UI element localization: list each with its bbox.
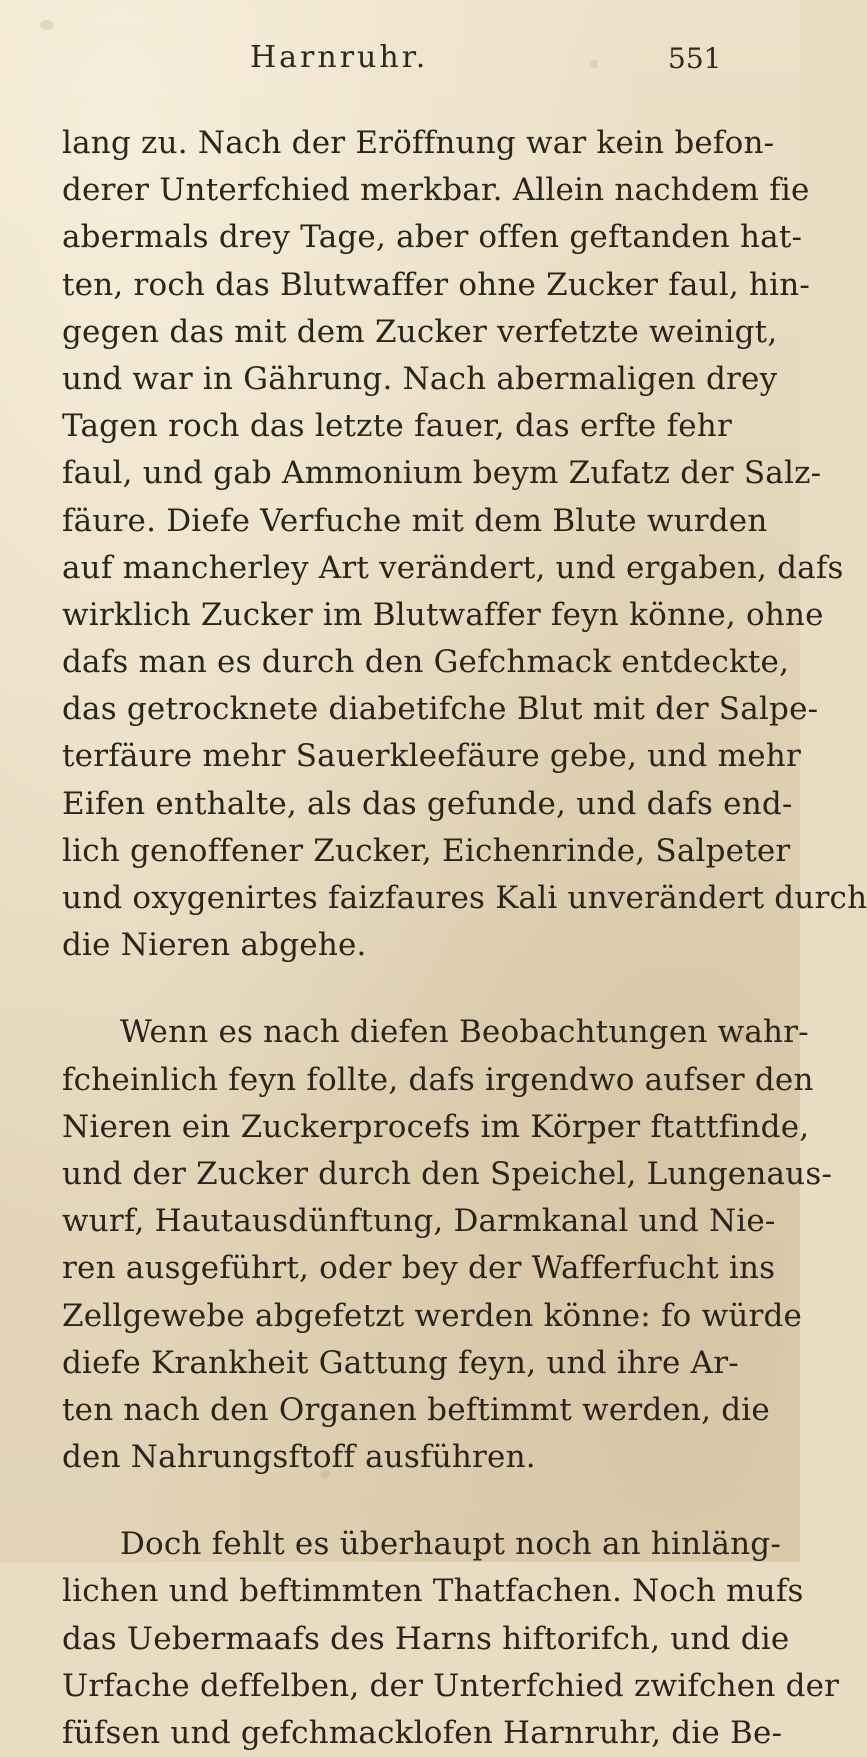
- text-line: Tagen roch das letzte fauer, das erfte fehr: [62, 408, 732, 445]
- paragraph-3: [62, 1521, 840, 1757]
- text-line: und war in Gährung. Nach abermaligen drey: [62, 360, 778, 397]
- text-line: fcheinlich feyn follte, dafs irgendwo aufser den: [62, 1061, 814, 1098]
- text-line: lichen und beftimmten Thatfachen. Noch mufs: [62, 1573, 804, 1610]
- text-line: ten nach den Organen beftimmt werden, die: [62, 1391, 770, 1428]
- text-line: wirklich Zucker im Blutwaffer feyn könne, ohne: [62, 596, 824, 633]
- text-line: gegen das mit dem Zucker verfetzte weinigt,: [62, 313, 778, 350]
- text-line: derer Unterfchied merkbar. Allein nachdem fie: [62, 172, 810, 209]
- page-number: 551: [668, 42, 722, 75]
- paragraph-gap: [62, 969, 732, 1009]
- text-line: Wenn es nach diefen Beobachtungen wahr-: [120, 1014, 809, 1051]
- text-line: faul, und gab Ammonium beym Zufatz der Salz-: [62, 455, 822, 492]
- text-line: den Nahrungsftoff ausführen.: [62, 1439, 536, 1476]
- text-line: lang zu. Nach der Eröffnung war kein befon-: [62, 125, 775, 161]
- text-line: und oxygenirtes faizfaures Kali unverändert durch: [62, 880, 867, 916]
- paragraph-2: [62, 1009, 833, 1481]
- text-line: Urfache deffelben, der Unterfchied zwifchen der: [62, 1667, 840, 1704]
- paragraph-gap: [62, 1481, 732, 1521]
- text-line: das getrocknete diabetifche Blut mit der Salpe-: [62, 691, 819, 728]
- text-line: und der Zucker durch den Speichel, Lungenaus-: [62, 1155, 833, 1192]
- text-line: fäure. Diefe Verfuche mit dem Blute wurden: [62, 502, 768, 539]
- text-line: ten, roch das Blutwaffer ohne Zucker faul, hin-: [62, 266, 811, 303]
- text-line: Nieren ein Zuckerprocefs im Körper ftattfinde,: [62, 1108, 810, 1145]
- text-line: ren ausgeführt, oder bey der Wafferfucht ins: [62, 1250, 776, 1287]
- text-line: lich genoffener Zucker, Eichenrinde, Salpeter: [62, 832, 791, 869]
- text-line: Eifen enthalte, als das gefunde, und dafs end-: [62, 785, 793, 822]
- text-line: abermals drey Tage, aber offen geftanden hat-: [62, 219, 803, 256]
- paper-stain: [40, 20, 54, 30]
- page-header: [0, 40, 800, 90]
- text-line: wurf, Hautausdünftung, Darmkanal und Nie-: [62, 1203, 776, 1240]
- body-text: [62, 120, 867, 1757]
- paragraph-1: [62, 120, 867, 969]
- text-line: füfsen und gefchmacklofen Harnruhr, die Be-: [62, 1715, 783, 1751]
- text-line: das Uebermaafs des Harns hiftorifch, und die: [62, 1620, 790, 1657]
- text-line: terfäure mehr Sauerkleefäure gebe, und mehr: [62, 738, 801, 775]
- text-line: Doch fehlt es überhaupt noch an hinläng-: [120, 1526, 781, 1563]
- text-line: die Nieren abgehe.: [62, 927, 367, 964]
- text-line: Zellgewebe abgefetzt werden könne: fo würde: [62, 1297, 803, 1334]
- text-line: auf mancherley Art verändert, und ergaben, dafs: [62, 549, 844, 586]
- running-title: Harnruhr.: [250, 40, 429, 75]
- text-line: diefe Krankheit Gattung feyn, und ihre Ar-: [62, 1344, 739, 1381]
- text-line: dafs man es durch den Gefchmack entdeckte,: [62, 644, 790, 681]
